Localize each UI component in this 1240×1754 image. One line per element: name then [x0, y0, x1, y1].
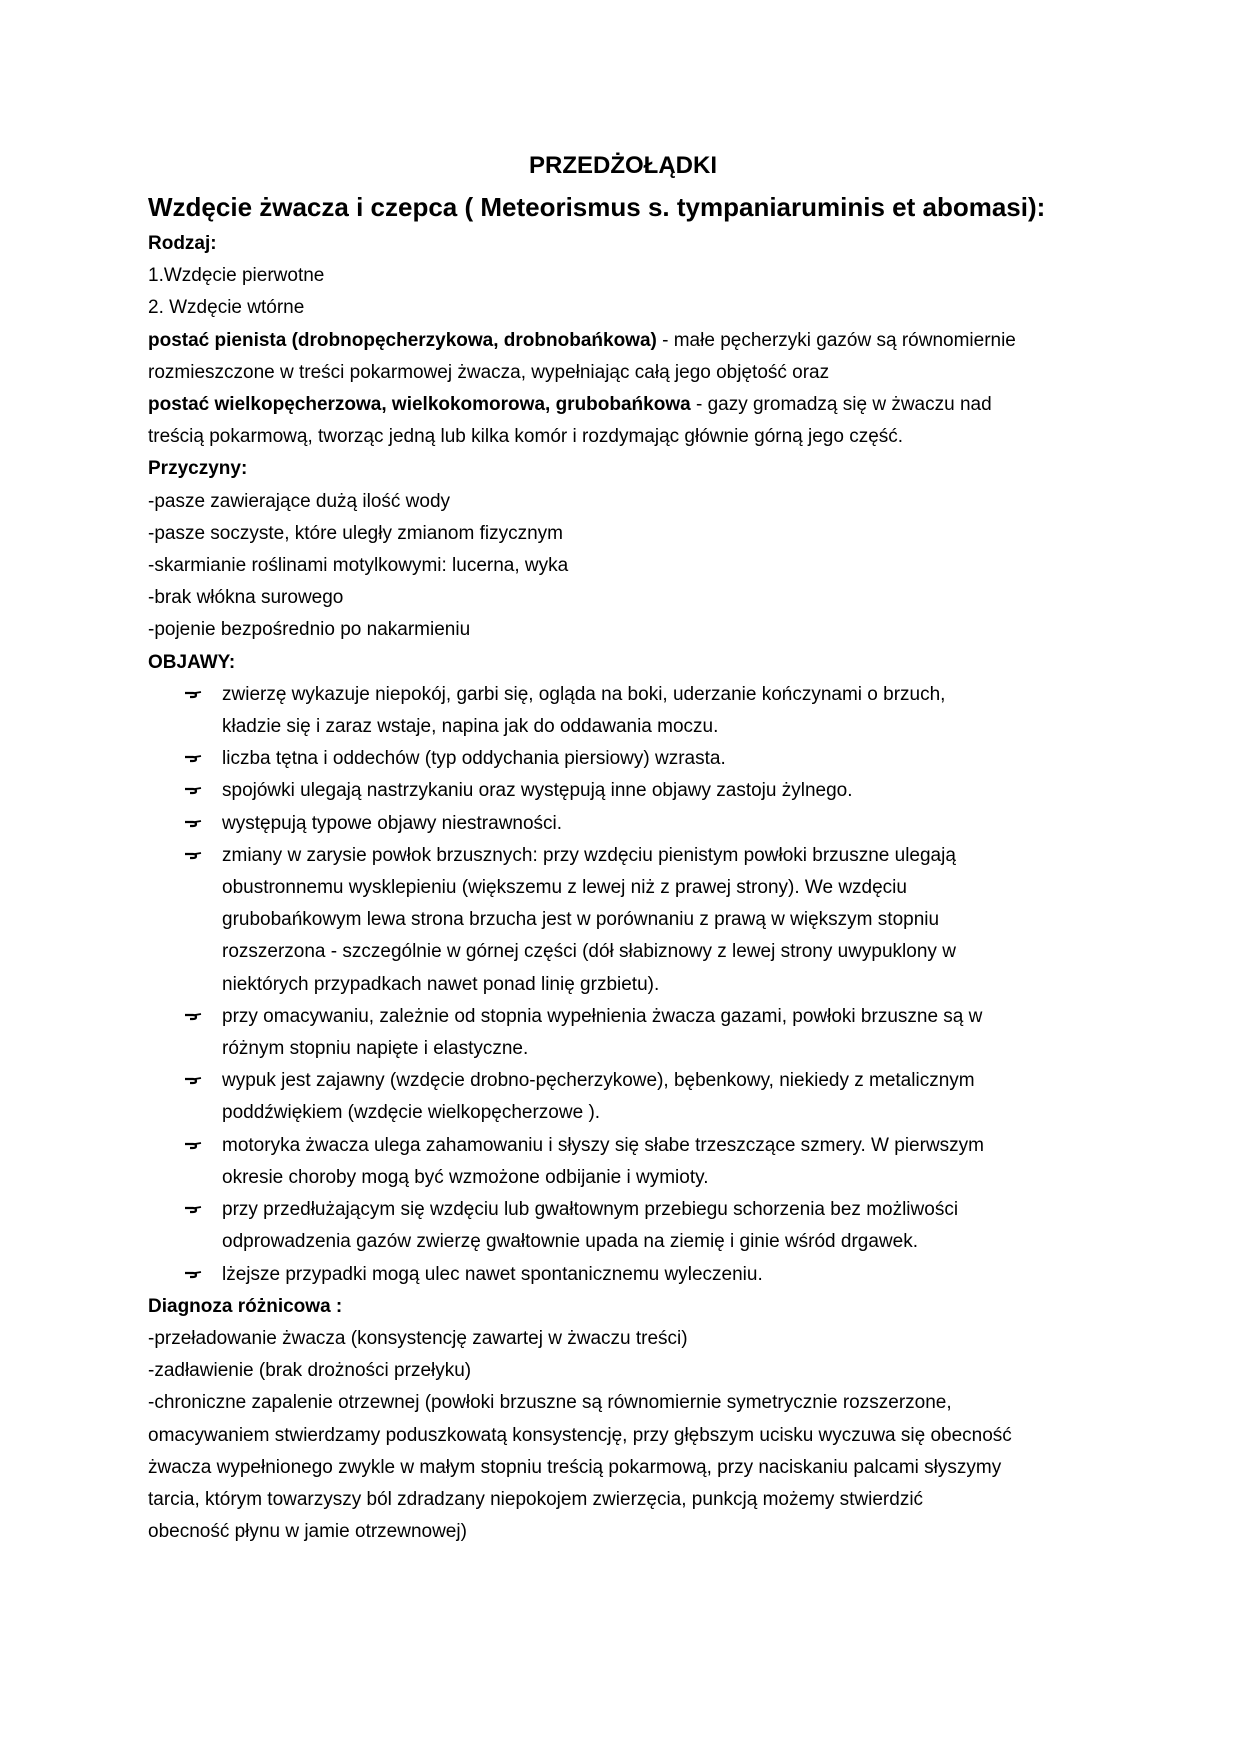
- objawy-item-line: zmiany w zarysie powłok brzusznych: przy wzdęciu pienistym powłoki brzuszne ulegają: [222, 844, 956, 866]
- form-foamy-line-1: [148, 325, 1098, 357]
- przyczyny-item: -brak włókna surowego: [148, 587, 344, 609]
- page-title: PRZEDŻOŁĄDKI: [529, 152, 717, 179]
- objawy-item-line: wypuk jest zajawny (wzdęcie drobno-pęcherzykowe), bębenkowy, niekiedy z metalicznym: [222, 1070, 975, 1092]
- objawy-item-line: spojówki ulegają nastrzykaniu oraz występują inne objawy zastoju żylnego.: [222, 780, 853, 802]
- objawy-item: [222, 1130, 1098, 1194]
- pointing-hand-bullet-icon: [184, 1205, 202, 1215]
- pointing-hand-bullet-icon: [184, 1141, 202, 1151]
- rodzaj-heading: Rodzaj:: [148, 233, 217, 254]
- form-large-desc: - gazy gromadzą się w żwaczu nad: [690, 394, 992, 416]
- diagnoza-line: -zadławienie (brak drożności przełyku): [148, 1360, 472, 1382]
- objawy-item-line: obustronnemu wysklepieniu (większemu z lewej niż z prawej strony). We wzdęciu: [222, 877, 907, 899]
- przyczyny-item: -pojenie bezpośrednio po nakarmieniu: [148, 619, 471, 641]
- objawy-item: [222, 1259, 1098, 1291]
- objawy-item: [222, 775, 1098, 807]
- diagnoza-line: obecność płynu w jamie otrzewnowej): [148, 1521, 467, 1543]
- pointing-hand-bullet-icon: [184, 1076, 202, 1086]
- form-foamy-label: postać pienista (drobnopęcherzykowa, drobnobańkowa): [148, 329, 657, 351]
- objawy-item-line: rozszerzona - szczególnie w górnej części (dół słabiznowy z lewej strony uwypuklony w: [222, 941, 956, 963]
- objawy-item: [222, 679, 1098, 743]
- objawy-item-line: motoryka żwacza ulega zahamowaniu i słyszy się słabe trzeszczące szmery. W pierwszym: [222, 1134, 984, 1156]
- przyczyny-item: -pasze zawierające dużą ilość wody: [148, 490, 451, 512]
- pointing-hand-bullet-icon: [184, 754, 202, 764]
- form-large-label: postać wielkopęcherzowa, wielkokomorowa, grubobańkowa: [148, 394, 691, 416]
- diagnoza-line: tarcia, którym towarzyszy ból zdradzany niepokojem zwierzęcia, punkcją możemy stwierdzić: [148, 1488, 924, 1510]
- objawy-item-line: grubobańkowym lewa strona brzucha jest w porównaniu z prawą w większym stopniu: [222, 909, 940, 931]
- diagnoza-line: -chroniczne zapalenie otrzewnej (powłoki brzuszne są równomiernie symetrycznie rozszerzone,: [148, 1392, 952, 1414]
- przyczyny-item: -skarmianie roślinami motylkowymi: lucerna, wyka: [148, 555, 569, 577]
- pointing-hand-bullet-icon: [184, 819, 202, 829]
- diagnoza-line: omacywaniem stwierdzamy poduszkowatą konsystencję, przy głębszym ucisku wyczuwa się obecność: [148, 1424, 1012, 1446]
- objawy-item-line: przy omacywaniu, zależnie od stopnia wypełnienia żwacza gazami, powłoki brzuszne są w: [222, 1005, 983, 1027]
- objawy-item-line: różnym stopniu napięte i elastyczne.: [222, 1038, 529, 1060]
- rodzaj-item: 2. Wzdęcie wtórne: [148, 297, 305, 319]
- objawy-item-line: niektórych przypadkach nawet ponad linię grzbietu).: [222, 973, 660, 995]
- pointing-hand-bullet-icon: [184, 851, 202, 861]
- section-subtitle: Wzdęcie żwacza i czepca ( Meteorismus s. tympaniaruminis et abomasi):: [148, 192, 1046, 222]
- form-foamy-desc: - małe pęcherzyki gazów są równomiernie: [656, 329, 1016, 351]
- objawy-item-line: występują typowe objawy niestrawności.: [222, 812, 563, 834]
- form-large-line-1: [148, 389, 1098, 421]
- form-large-line-2: treścią pokarmową, tworząc jedną lub kilka komór i rozdymając głównie górną jego część.: [148, 426, 904, 448]
- objawy-list: [148, 679, 1098, 1291]
- objawy-item-line: przy przedłużającym się wzdęciu lub gwałtownym przebiegu schorzenia bez możliwości: [222, 1199, 959, 1221]
- document-page: [148, 148, 1098, 1548]
- objawy-heading: OBJAWY:: [148, 651, 236, 673]
- pointing-hand-bullet-icon: [184, 1270, 202, 1280]
- diagnoza-line: -przeładowanie żwacza (konsystencję zawartej w żwaczu treści): [148, 1327, 688, 1349]
- objawy-item-line: zwierzę wykazuje niepokój, garbi się, ogląda na boki, uderzanie kończynami o brzuch,: [222, 683, 946, 705]
- objawy-item: [222, 1001, 1098, 1065]
- objawy-item: [222, 1194, 1098, 1258]
- diagnoza-line: żwacza wypełnionego zwykle w małym stopniu treścią pokarmową, przy naciskaniu palcami słyszymy: [148, 1456, 1002, 1478]
- przyczyny-heading: Przyczyny:: [148, 458, 248, 480]
- form-foamy-line-2: rozmieszczone w treści pokarmowej żwacza, wypełniając całą jego objętość oraz: [148, 361, 830, 383]
- objawy-item: [222, 808, 1098, 840]
- pointing-hand-bullet-icon: [184, 1012, 202, 1022]
- objawy-item: [222, 743, 1098, 775]
- objawy-item-line: poddźwiękiem (wzdęcie wielkopęcherzowe ).: [222, 1102, 601, 1124]
- przyczyny-item: -pasze soczyste, które uległy zmianom fizycznym: [148, 522, 563, 544]
- diagnoza-heading: Diagnoza różnicowa :: [148, 1295, 343, 1317]
- pointing-hand-bullet-icon: [184, 690, 202, 700]
- objawy-item-line: liczba tętna i oddechów (typ oddychania piersiowy) wzrasta.: [222, 748, 726, 770]
- objawy-item-line: okresie choroby mogą być wzmożone odbijanie i wymioty.: [222, 1166, 709, 1188]
- pointing-hand-bullet-icon: [184, 786, 202, 796]
- objawy-item-line: kładzie się i zaraz wstaje, napina jak do oddawania moczu.: [222, 716, 719, 738]
- rodzaj-item: 1.Wzdęcie pierwotne: [148, 265, 325, 287]
- objawy-item: [222, 1065, 1098, 1129]
- objawy-item: [222, 840, 1098, 1001]
- objawy-item-line: lżejsze przypadki mogą ulec nawet spontanicznemu wyleczeniu.: [222, 1263, 763, 1285]
- objawy-item-line: odprowadzenia gazów zwierzę gwałtownie upada na ziemię i ginie wśród drgawek.: [222, 1231, 918, 1253]
